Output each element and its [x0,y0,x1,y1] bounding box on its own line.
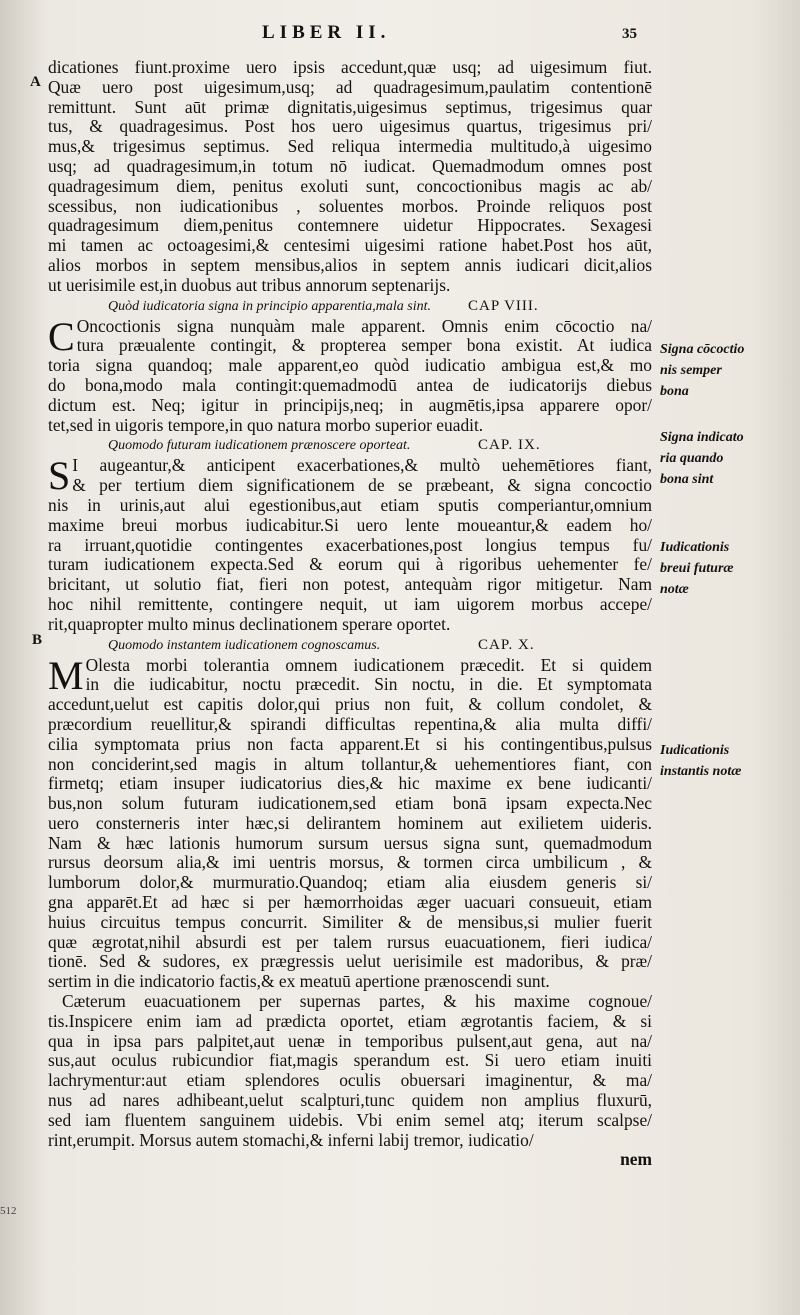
text-line: lumborum dolor,& murmuratio.Quandoq; etiam alia eiusdem generis si/ [48,873,652,893]
text-line: ra irruant,quotidie contingentes exacerbationes,post longius tempus fu/ [48,535,652,555]
text-line: huius circuitus tempus concurrit. Similiter & de mensibus,si mulier fuerit [48,912,652,932]
text-line: Nam & hæc lationis humorum sursum uersus signa sunt, quemadmodum [48,833,652,853]
margin-note [660,339,800,402]
text-line: præcordium reuellitur,& spirandi difficultas repentina,& alia multa diffi/ [48,714,652,734]
chapter-title: Quòd iudicatoria signa in principio apparentia,mala sint. [108,298,432,314]
margin-note-line: bona [660,384,689,399]
text-line: turam iudicationem expecta.Sed & eorum qui à rigoribus uehementer fe/ [48,555,652,575]
folio-mark: 512 [0,1205,17,1217]
paragraph [48,992,652,1150]
margin-note-line: nis semper [660,363,722,378]
text-line: quæ ægrotat,nihil absurdi est per talem rursus euacuationem, fieri iudica/ [48,932,652,952]
text-line: gna apparēt.Et ad hæc si per hæmorrhoidas æger uacuari consueuit, etiam [48,893,652,913]
margin-note-line: ria quando [660,451,724,466]
body-text [48,58,652,1170]
text-line: qua in ipsa pars palpitet,aut uenæ in temporibus pulsent,aut gena, aut na/ [48,1031,652,1051]
text-line: Quæ uero post uigesimum,usq; ad quadragesimum,paulatim contentionē [48,77,652,97]
text-line: tionē. Sed & sudores, ex prægressis uelut uerisimile est madoribus, & præ/ [48,952,652,972]
text-line: scessibus, non iudicationibus , soluentes morbos. Proinde reliquos post [48,196,652,216]
text-line: I augeantur,& anticipent exacerbationes,& multò uehemētiores fiant, [72,456,652,476]
page-header [0,22,800,52]
chapter-heading [48,635,652,656]
margin-note-line: bona sint [660,472,714,487]
margin-note-line: Iudicationis [660,743,730,758]
text-line: sus,aut oculus rubicundior fiat,magis sperandum est. Si uero etiam inuiti [48,1051,652,1071]
text-line: & per tertium diem significationem de se præbeant, & signa concoctio [72,476,652,496]
text-line: nis in urinis,aut alui egestionibus,aut etiam sputis comperiantur,omnium [48,495,652,515]
text-line: rit,quapropter multo minus declinationem sperare oportet. [48,614,451,634]
page-number: 35 [622,26,637,42]
margin-note-line: Signa indicato [660,430,744,445]
chapter-heading [48,296,652,317]
margin-note-line: Signa cōcoctio [660,342,745,357]
text-line: dictum est. Neq; igitur in principijs,neq; in augmētis,ipsa apparere opor/ [48,395,652,415]
text-line: accedunt,uelut est capitis dolor,qui prius non fuit, & collum condolet, & [48,695,652,715]
section-marker-a: A [30,74,41,90]
paragraph [48,652,652,993]
paragraph [48,453,652,634]
text-line: bus,non solum futuram iudicationem,sed etiam bonā ipsam expecta.Nec [48,794,652,814]
text-line: Cæterum euacuationem per supernas partes, & his maxime cognoue/ [62,992,652,1012]
text-line: firmetq; etiam insuper iudicatorius dies,& hic maxime ex bene iudicanti/ [48,774,652,794]
text-line: quadragesimum diem,penitus contemnere uidetur Hippocrates. Sexagesi [48,216,652,236]
chapter-number: CAP VIII. [468,297,539,314]
text-line: Olesta morbi tolerantia omnem iudicationem præcedit. Et si quidem [85,655,652,675]
text-line: alios morbos in septem mensibus,alios in septem annis iudicari dicit,alios [48,255,652,275]
text-line: do bona,modo mala contingit:quemadmodū antea de iudicatorijs diebus [48,375,652,395]
text-line: sed iam fluentem sanguinem uidebis. Vbi enim semel atq; iterum scalpse/ [48,1110,652,1130]
chapter-title: Quomodo futuram iudicationem prænoscere oporteat. [108,438,411,454]
text-line: dicationes fiunt.proxime uero ipsis accedunt,quæ usq; ad uigesimum fiut. [48,58,652,77]
text-line: rursus deorsum alia,& imi uentris morsus, & tormen circa umbilicum , & [48,853,652,873]
text-line: rint,erumpit. Morsus autem stomachi,& inferni labij tremor, iudicatio/ [48,1130,534,1150]
drop-initial: M [48,652,84,698]
margin-note-line: Iudicationis [660,540,730,555]
text-line: maxime breui morbus iudicabitur.Si uero lente moueantur,& eadem ho/ [48,515,652,535]
text-line: bricitant, ut solutio fiat, fieri non potest, antequàm rigor mitigetur. Nam [48,575,652,595]
drop-initial: S [48,453,71,499]
margin-note-line: instantis notæ [660,764,742,779]
text-line: mus,& trigesimus septimus. Sed reliqua intermedia multitudo,à uigesimo [48,137,652,157]
text-line: tus, & quadragesimus. Post hos uero uigesimus quartus, trigesimus pri/ [48,117,652,137]
drop-initial: C [48,313,75,359]
text-line: usq; ad quadragesimum,in totum nō iudicat. Quemadmodum omnes post [48,156,652,176]
text-line: in die iudicabitur, noctu præcedit. Sin noctu, in die. Et symptomata [85,675,652,695]
text-line: tura præualente contingit, & propterea semper bona existit. At iudica [76,336,652,356]
text-line: mi tamen ac octoagesimi,& centesimi uigesimi ratione habet.Post hos aūt, [48,236,652,256]
text-line: ut uerisimile est,in duobus aut tribus annorum septenarijs. [48,275,451,295]
text-line: lachrymentur:aut etiam splendores oculis obuersari imaginentur, & ma/ [48,1071,652,1091]
text-line: quadragesimum diem, penitus exoluti sunt, concoctionibus magis ac ab/ [48,176,652,196]
text-line: uero consterneris inter hæc,si delirantem hominem aut exilietem uideris. [48,813,652,833]
running-title: LIBER II. [262,22,391,43]
text-line: nus ad nares adhibeant,uelut scalpturi,tunc quidem non amplius fluxurū, [48,1091,652,1111]
text-line: cilia symptomata prius non facta apparent.Et si his contingentibus,pulsus [48,734,652,754]
text-line: non conciderint,sed magis in altum tollantur,& uehementiores fiant, con [48,754,652,774]
text-line: tet,sed in uigoris tempore,in quo natura morbo superior euadit. [48,415,484,435]
text-line: remittunt. Sunt aūt primæ dignitatis,uigesimus septimus, trigesimus quar [48,97,652,117]
chapter-title: Quomodo instantem iudicationem cognoscamus. [108,637,381,653]
text-line: toria signa quandoq; male apparent,eo quòd iudicatio ambigua est,& mo [48,356,652,376]
margin-note-line: breui futuræ [660,561,734,576]
margin-note [660,537,800,600]
text-line: tis.Inspicere enim iam ad prædicta oportet, etiam ægrotantis faciem, & si [48,1011,652,1031]
chapter-heading [48,435,652,456]
paragraph [48,58,652,296]
margin-note [660,740,800,782]
margin-note [660,427,800,490]
text-line: hoc nihil remittente, contingere nequit, ut iam uigorem morbus accepe/ [48,594,652,614]
chapter-number: CAP. X. [478,636,535,653]
margin-note-line: notæ [660,582,689,597]
text-line: Oncoctionis signa nunquàm male apparent. Omnis enim cōcoctio na/ [76,316,652,336]
section-marker-b: B [32,632,43,648]
catchword: nem [620,1150,652,1170]
text-line: sertim in die indicatorio factis,& ex meatuū apertione prænoscendi sunt. [48,972,550,992]
paragraph [48,313,652,436]
chapter-number: CAP. IX. [478,437,541,454]
